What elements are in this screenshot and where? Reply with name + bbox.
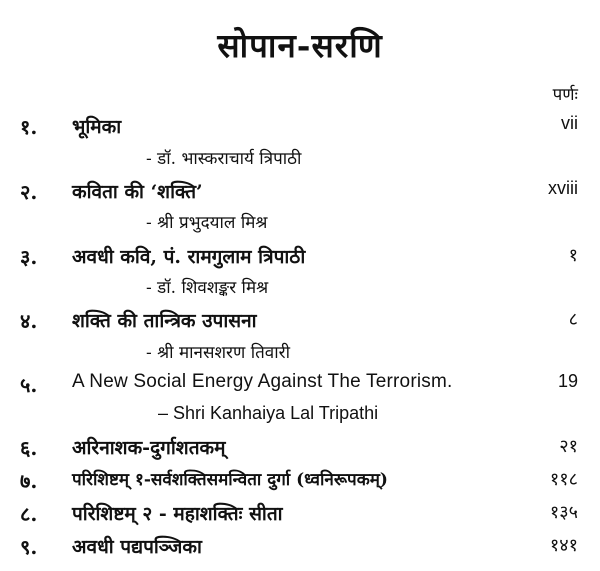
toc-entry [0,533,600,563]
toc-entry [0,243,600,273]
entry-number: १. [20,115,38,139]
toc-author-row [0,275,600,305]
entry-page: १३५ [549,502,578,523]
entry-author: – Shri Kanhaiya Lal Tripathi [158,403,379,423]
toc-entry [0,113,600,143]
entry-page: ११८ [549,469,578,490]
entry-title: शक्ति की तान्त्रिक उपासना [72,310,257,332]
entry-number: ३. [20,245,38,269]
entry-number: २. [20,180,38,204]
entry-author: - डॉ. भास्कराचार्य त्रिपाठी [146,149,302,169]
toc-entry [0,467,600,497]
entry-author: - डॉ. शिवशङ्कर मिश्र [146,278,269,298]
entry-page: vii [561,113,578,133]
entry-title: A New Social Energy Against The Terrorism. [72,371,453,392]
entry-number: ८. [20,502,38,526]
entry-page: २१ [559,436,578,457]
entry-number: ६. [20,436,38,460]
entry-page: ८ [568,309,578,330]
toc-author-row [0,146,600,176]
toc-entry [0,434,600,464]
entry-number: ७. [20,469,38,493]
entry-title: अवधी कवि, पं. रामगुलाम त्रिपाठी [72,246,306,268]
entry-title: अरिनाशक-दुर्गाशतकम् [72,437,226,459]
entry-page: १ [568,245,578,266]
toc-entry [0,307,600,337]
entry-number: ५. [20,373,38,397]
entry-title: भूमिका [72,116,122,138]
toc-entry [0,178,600,208]
entry-title: परिशिष्टम् २ - महाशक्तिः सीता [72,503,283,525]
entry-page: १४१ [549,535,578,556]
entry-number: ९. [20,535,38,559]
toc-author-row [0,210,600,240]
entry-title: परिशिष्टम् १-सर्वशक्तिसमन्विता दुर्गा (ध्वनिरूपकम्) [72,470,388,490]
toc-entry [0,500,600,530]
toc-author-row [0,340,600,370]
entry-author: - श्री मानसशरण तिवारी [146,343,290,363]
page-column-label: पर्णः [552,85,578,105]
entry-page: 19 [557,371,578,391]
entry-number: ४. [20,309,38,333]
entry-page: xviii [548,178,578,198]
entry-title: कविता की ‘शक्ति’ [72,181,203,203]
page-title: सोपान-सरणि [217,26,383,65]
entry-author: - श्री प्रभुदयाल मिश्र [146,213,268,233]
toc-entry [0,371,600,401]
entry-title: अवधी पद्यपञ्जिका [72,536,202,558]
toc-author-row [0,403,600,433]
